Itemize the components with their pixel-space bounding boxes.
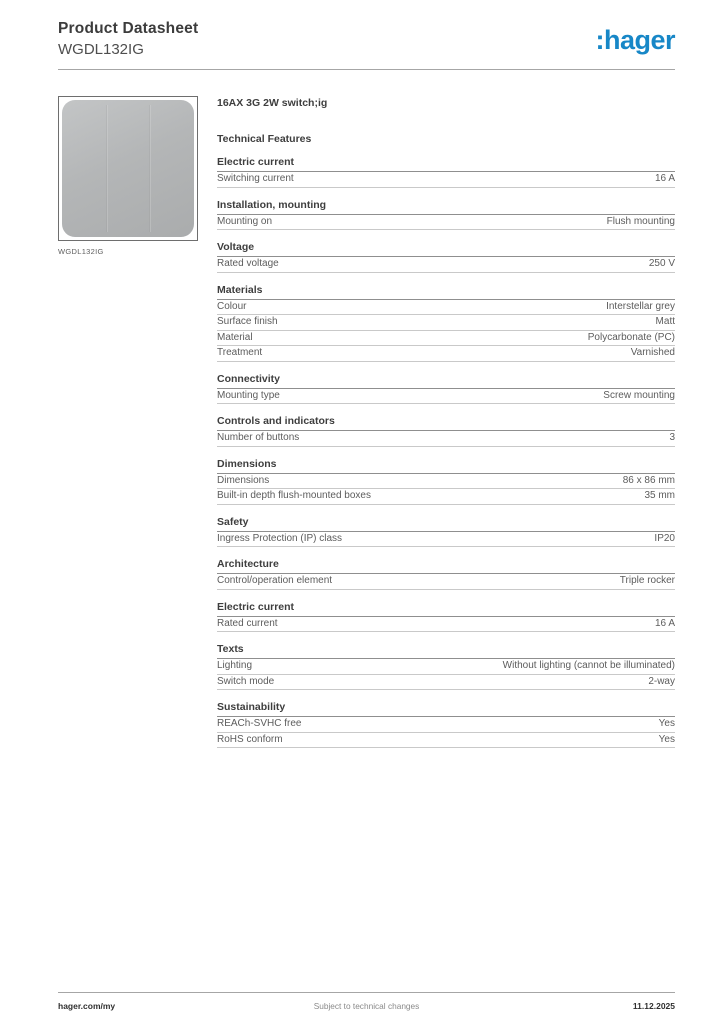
spec-row: [217, 389, 675, 405]
spec-value: Flush mounting: [606, 215, 675, 227]
spec-section-title: Texts: [217, 644, 675, 659]
spec-section: [217, 242, 675, 273]
spec-section-title: Electric current: [217, 157, 675, 172]
product-image-frame: [58, 96, 198, 241]
spec-label: Lighting: [217, 660, 253, 671]
spec-section-rows: [217, 257, 675, 273]
spec-section: [217, 374, 675, 405]
product-image-caption: WGDL132IG: [58, 247, 104, 256]
spec-section: [217, 644, 675, 690]
spec-section: [217, 459, 675, 505]
spec-section-title: Installation, mounting: [217, 200, 675, 215]
spec-row: [217, 346, 675, 362]
spec-label: REACh-SVHC free: [217, 718, 302, 729]
spec-row: [217, 215, 675, 231]
spec-label: Material: [217, 331, 253, 343]
spec-value: 35 mm: [644, 490, 675, 501]
product-image-column: [58, 96, 198, 748]
spec-row: [217, 733, 675, 749]
spec-row: [217, 300, 675, 316]
hager-logo: :hager: [595, 25, 675, 55]
spec-value: 86 x 86 mm: [622, 474, 675, 486]
spec-label: Control/operation element: [217, 575, 333, 586]
spec-section-rows: [217, 717, 675, 748]
technical-features-heading: Technical Features: [217, 133, 312, 145]
spec-section: [217, 559, 675, 590]
spec-section-rows: [217, 300, 675, 362]
spec-value: Triple rocker: [619, 575, 675, 586]
spec-section-rows: [217, 431, 675, 447]
product-reference: WGDL132IG: [58, 41, 144, 58]
spec-value: Screw mounting: [603, 389, 675, 401]
spec-section-title: Safety: [217, 517, 675, 532]
spec-label: Switching current: [217, 173, 294, 184]
spec-value: Yes: [658, 718, 675, 729]
spec-label: Surface finish: [217, 316, 278, 327]
spec-value: Matt: [655, 316, 675, 327]
spec-value: IP20: [654, 532, 675, 544]
footer-date: 11.12.2025: [632, 1001, 675, 1011]
spec-label: RoHS conform: [217, 733, 283, 745]
page-title: Product Datasheet: [58, 20, 199, 37]
spec-section-rows: [217, 617, 675, 633]
switch-photo: [62, 100, 194, 237]
spec-section-title: Connectivity: [217, 374, 675, 389]
spec-label: Dimensions: [217, 474, 270, 486]
spec-section: [217, 602, 675, 633]
spec-column: [217, 96, 675, 748]
spec-label: Mounting type: [217, 389, 280, 401]
spec-row: [217, 172, 675, 188]
spec-row: [217, 257, 675, 273]
content-area: [58, 96, 675, 748]
spec-section-rows: [217, 474, 675, 505]
spec-label: Rated voltage: [217, 258, 279, 269]
spec-label: Treatment: [217, 347, 263, 358]
spec-value: 16 A: [654, 173, 675, 184]
page-footer: [58, 992, 675, 1011]
spec-section-title: Materials: [217, 285, 675, 300]
spec-label: Ingress Protection (IP) class: [217, 532, 343, 544]
spec-section-rows: [217, 215, 675, 231]
page-header: [58, 20, 675, 58]
header-titles: [58, 20, 198, 58]
header-divider: [58, 69, 675, 70]
spec-row: [217, 532, 675, 548]
spec-row: [217, 659, 675, 675]
spec-section: [217, 702, 675, 748]
spec-row: [217, 574, 675, 590]
spec-label: Number of buttons: [217, 432, 300, 443]
spec-value: Yes: [658, 733, 675, 745]
spec-row: [217, 717, 675, 733]
spec-value: Polycarbonate (PC): [587, 331, 675, 343]
footer-note: Subject to technical changes: [313, 1001, 420, 1011]
spec-section: [217, 200, 675, 231]
spec-row: [217, 675, 675, 691]
spec-section-title: Controls and indicators: [217, 416, 675, 431]
spec-value: 250 V: [648, 258, 675, 269]
spec-section-title: Dimensions: [217, 459, 675, 474]
spec-row: [217, 617, 675, 633]
spec-label: Switch mode: [217, 675, 275, 687]
spec-label: Rated current: [217, 617, 278, 629]
spec-section-rows: [217, 532, 675, 548]
product-name: 16AX 3G 2W switch;ig: [217, 97, 328, 109]
rocker-seam-left: [106, 105, 108, 232]
spec-value: 16 A: [654, 617, 675, 629]
spec-value: Varnished: [630, 347, 675, 358]
spec-section: [217, 285, 675, 362]
spec-value: Without lighting (cannot be illuminated): [502, 660, 675, 671]
spec-section-rows: [217, 574, 675, 590]
spec-label: Built-in depth flush-mounted boxes: [217, 490, 371, 501]
spec-label: Mounting on: [217, 215, 273, 227]
spec-row: [217, 315, 675, 331]
spec-row: [217, 474, 675, 490]
spec-section-rows: [217, 389, 675, 405]
footer-website: hager.com/my: [58, 1001, 116, 1011]
spec-row: [217, 331, 675, 347]
spec-section-rows: [217, 172, 675, 188]
spec-value: 2-way: [648, 675, 675, 687]
rocker-seam-right: [149, 105, 151, 232]
spec-row: [217, 431, 675, 447]
spec-label: Colour: [217, 300, 247, 312]
spec-sections: [217, 157, 675, 748]
spec-section: [217, 416, 675, 447]
spec-value: Interstellar grey: [606, 300, 675, 312]
spec-section-title: Voltage: [217, 242, 675, 257]
spec-section-title: Sustainability: [217, 702, 675, 717]
spec-section-title: Electric current: [217, 602, 675, 617]
spec-section: [217, 157, 675, 188]
spec-section-title: Architecture: [217, 559, 675, 574]
spec-section: [217, 517, 675, 548]
spec-value: 3: [669, 432, 675, 443]
spec-section-rows: [217, 659, 675, 690]
spec-row: [217, 489, 675, 505]
